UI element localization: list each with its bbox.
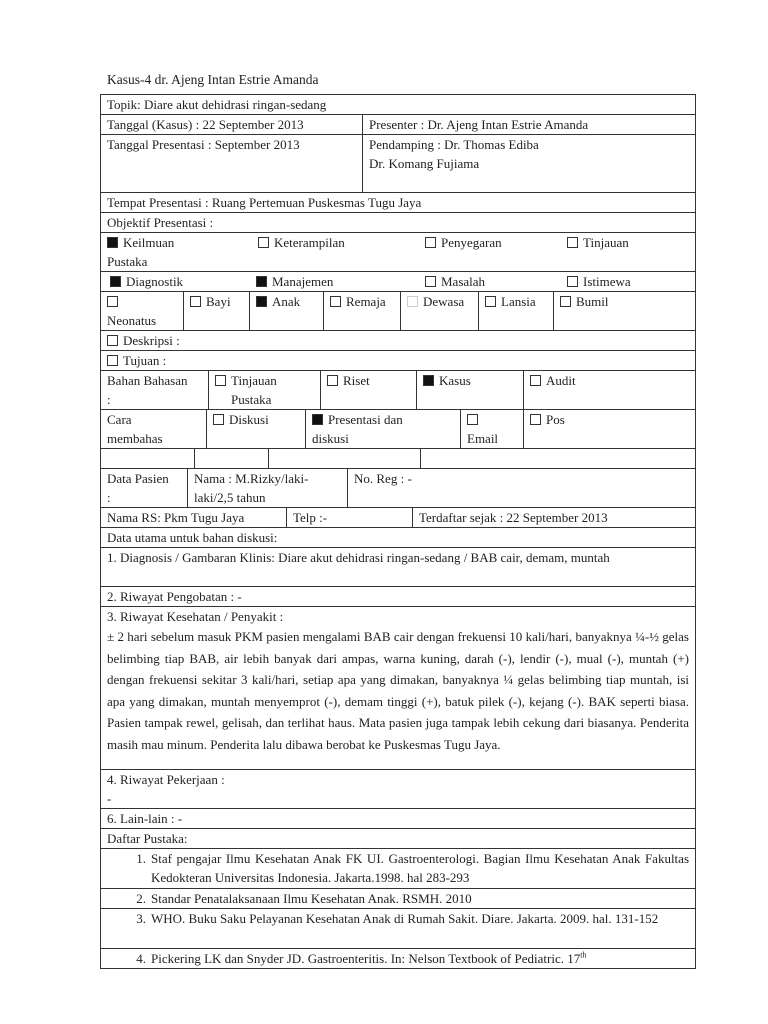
tujuan-cell[interactable] (101, 351, 695, 370)
nama-rs-cell: Nama RS: Pkm Tugu Jaya (101, 508, 287, 527)
istimewa-option[interactable] (567, 272, 631, 291)
checkbox-checked-icon (312, 414, 323, 425)
keilmuan-label: Keilmuan (123, 235, 175, 250)
topik-cell: Topik: Diare akut dehidrasi ringan-sedang (107, 97, 327, 112)
checkbox-icon (567, 237, 578, 248)
neonatus-label: Neonatus (107, 313, 157, 328)
tanggal-kasus-cell: Tanggal (Kasus) : 22 September 2013 (101, 115, 363, 134)
checkbox-icon (213, 414, 224, 425)
bahan-audit-option[interactable] (524, 371, 695, 409)
no-reg-cell: No. Reg : - (354, 471, 412, 486)
diagnostik-option[interactable] (110, 272, 183, 291)
checkbox-icon (107, 335, 118, 346)
pendamping-line-2: Dr. Komang Fujiama (369, 156, 480, 171)
cara-email-option[interactable] (461, 410, 524, 448)
dewasa-option[interactable] (401, 292, 479, 330)
checkbox-icon (567, 276, 578, 287)
terdaftar-cell: Terdaftar sejak : 22 September 2013 (419, 510, 608, 525)
pustaka-label: Pustaka (107, 254, 148, 269)
keilmuan-option[interactable] (107, 233, 174, 252)
bahan-riset-label: Riset (343, 373, 370, 388)
data-pasien-colon: : (107, 490, 111, 505)
cara-diskusi-label: Diskusi (229, 412, 269, 427)
ref-2 (101, 889, 695, 908)
ref-superscript: th (580, 950, 587, 960)
ref-text: Standar Penatalaksanaan Ilmu Kesehatan Anak. RSMH. 2010 (151, 891, 472, 906)
diagnosis-cell: 1. Diagnosis / Gambaran Klinis: Diare akut dehidrasi ringan-sedang / BAB cair, demam, muntah (107, 550, 610, 565)
daftar-pustaka-heading: Daftar Pustaka: (107, 831, 188, 846)
data-pasien-text: Data Pasien (107, 471, 169, 486)
checkbox-icon (215, 375, 226, 386)
anak-option[interactable] (250, 292, 324, 330)
checkbox-checked-icon (423, 375, 434, 386)
bumil-option[interactable] (554, 292, 695, 330)
empty-cell (421, 449, 695, 468)
cara-diskusi-option[interactable] (207, 410, 306, 448)
manajemen-option[interactable] (256, 272, 333, 291)
checkbox-icon (258, 237, 269, 248)
bahan-audit-label: Audit (546, 373, 576, 388)
empty-cell (195, 449, 269, 468)
cara-membahas-label (101, 410, 207, 448)
bahan-tinjauan-label: Tinjauan (231, 373, 277, 388)
bayi-label: Bayi (206, 294, 231, 309)
deskripsi-label: Deskripsi : (123, 333, 180, 348)
penyegaran-label: Penyegaran (441, 235, 502, 250)
lansia-option[interactable] (479, 292, 554, 330)
cara-pos-option[interactable] (524, 410, 695, 448)
cara-presentasi-option[interactable] (306, 410, 461, 448)
masalah-option[interactable] (425, 272, 485, 291)
riwayat-pekerjaan-cell (101, 770, 695, 808)
ref-text: Staf pengajar Ilmu Kesehatan Anak FK UI. Gastroenterologi. Bagian Ilmu Kesehatan Anak Fakultas Kedokteran Universitas Indonesia. Jakarta.1998. hal 283-293 (151, 851, 689, 885)
tujuan-label: Tujuan : (123, 353, 167, 368)
tempat-cell: Tempat Presentasi : Ruang Pertemuan Puskesmas Tugu Jaya (107, 195, 422, 210)
bahan-kasus-option[interactable] (417, 371, 524, 409)
masalah-label: Masalah (441, 274, 486, 289)
ref-3 (101, 909, 695, 948)
deskripsi-cell[interactable] (101, 331, 695, 350)
checkbox-icon (560, 296, 571, 307)
ref-number: 4. (136, 951, 146, 966)
empty-cell (269, 449, 421, 468)
presenter-cell: Presenter : Dr. Ajeng Intan Estrie Amanda (369, 117, 589, 132)
objektif-row-1 (101, 233, 695, 271)
tinjauan-label: Tinjauan (583, 235, 629, 250)
page-title: Kasus-4 dr. Ajeng Intan Estrie Amanda (107, 72, 319, 87)
checkbox-icon (107, 355, 118, 366)
checkbox-icon (425, 237, 436, 248)
checkbox-checked-icon (110, 276, 121, 287)
bahan-bahasan-label (101, 371, 209, 409)
bahan-label-text: Bahan Bahasan (107, 373, 188, 388)
ref-4 (101, 949, 695, 968)
bayi-option[interactable] (184, 292, 250, 330)
lansia-label: Lansia (501, 294, 536, 309)
nama-pasien-line-1: Nama : M.Rizky/laki- (194, 471, 309, 486)
pendamping-line-1: Pendamping : Dr. Thomas Ediba (369, 137, 539, 152)
remaja-option[interactable] (324, 292, 401, 330)
checkbox-icon (530, 414, 541, 425)
ref-number: 1. (136, 851, 146, 866)
ref-text: WHO. Buku Saku Pelayanan Kesehatan Anak di Rumah Sakit. Diare. Jakarta. 2009. hal. 131-152 (151, 911, 659, 926)
riwayat-pekerjaan-heading: 4. Riwayat Pekerjaan : (107, 772, 225, 787)
objektif-row-2 (101, 272, 695, 291)
checkbox-icon (485, 296, 496, 307)
penyegaran-option[interactable] (425, 233, 502, 252)
tanggal-presentasi-cell: Tanggal Presentasi : September 2013 (101, 135, 363, 192)
checkbox-checked-icon (107, 237, 118, 248)
checkbox-icon (190, 296, 201, 307)
cara-label-1: Cara (107, 412, 132, 427)
cara-email-label: Email (467, 431, 499, 446)
dewasa-label: Dewasa (423, 294, 465, 309)
checkbox-icon (467, 414, 478, 425)
telp-cell: Telp :- (287, 508, 413, 527)
checkbox-checked-icon (256, 276, 267, 287)
bahan-riset-option[interactable] (321, 371, 417, 409)
neonatus-option[interactable] (101, 292, 184, 330)
pendamping-cell (363, 135, 695, 192)
checkbox-icon (425, 276, 436, 287)
riwayat-kesehatan-text: ± 2 hari sebelum masuk PKM pasien mengalami BAB cair dengan frekuensi 10 kali/hari, banyaknya ¼-½ gelas belimbing tiap BAB, air lebih banyak dari ampas, warna kuning, darah (-), lendir (-), mual (-), muntah (+) dengan frekuensi sekitar 3 kali/hari, setiap apa yang dimakan, banyaknya ¼ gelas belimbing tiap muntah, isi apa yang dimakan, muntah menyemprot (-), demam tinggi (+), batuk pilek (-), kejang (-). BAK seperti biasa. Pasien tampak rewel, gelisah, dan terlihat haus. Mata pasien juga tampak lebih cekung dari biasanya. Penderita masih mau minum. Penderita lalu dibawa berobat ke Puskesmas Tugu Jaya. (107, 629, 689, 752)
checkbox-icon (330, 296, 341, 307)
bahan-pustaka-label: Pustaka (231, 392, 272, 407)
keterampilan-label: Keterampilan (274, 235, 345, 250)
nama-pasien-line-2: laki/2,5 tahun (194, 490, 266, 505)
ref-number: 2. (136, 891, 146, 906)
remaja-label: Remaja (346, 294, 386, 309)
keterampilan-option[interactable] (258, 233, 345, 252)
checkbox-icon (530, 375, 541, 386)
checkbox-icon (407, 296, 418, 307)
cara-presentasi-label-2: diskusi (312, 431, 349, 446)
data-pasien-label (101, 469, 188, 507)
lain-lain-cell: 6. Lain-lain : - (107, 811, 183, 826)
tinjauan-option[interactable] (567, 233, 629, 252)
nama-pasien-cell (188, 469, 348, 507)
istimewa-label: Istimewa (583, 274, 631, 289)
cara-presentasi-label-1: Presentasi dan (328, 412, 403, 427)
riwayat-pekerjaan-value: - (107, 791, 112, 806)
case-form (100, 94, 696, 969)
ref-text: Pickering LK dan Snyder JD. Gastroenteritis. In: Nelson Textbook of Pediatric. 17 (151, 951, 581, 966)
bahan-tinjauan-option[interactable] (209, 371, 321, 409)
bumil-label: Bumil (576, 294, 609, 309)
diagnostik-label: Diagnostik (126, 274, 184, 289)
checkbox-icon (327, 375, 338, 386)
riwayat-pengobatan-cell: 2. Riwayat Pengobatan : - (107, 589, 242, 604)
cara-label-2: membahas (107, 431, 163, 446)
ref-number: 3. (136, 911, 146, 926)
objektif-cell: Objektif Presentasi : (107, 215, 214, 230)
riwayat-kesehatan-heading: 3. Riwayat Kesehatan / Penyakit : (107, 609, 284, 624)
anak-label: Anak (272, 294, 301, 309)
bahan-kasus-label: Kasus (439, 373, 471, 388)
bahan-label-colon: : (107, 392, 111, 407)
checkbox-icon (107, 296, 118, 307)
data-utama-cell: Data utama untuk bahan diskusi: (107, 530, 278, 545)
manajemen-label: Manajemen (272, 274, 334, 289)
empty-cell (101, 449, 195, 468)
checkbox-checked-icon (256, 296, 267, 307)
riwayat-kesehatan-cell (101, 607, 695, 769)
ref-1 (101, 849, 695, 888)
cara-pos-label: Pos (546, 412, 565, 427)
